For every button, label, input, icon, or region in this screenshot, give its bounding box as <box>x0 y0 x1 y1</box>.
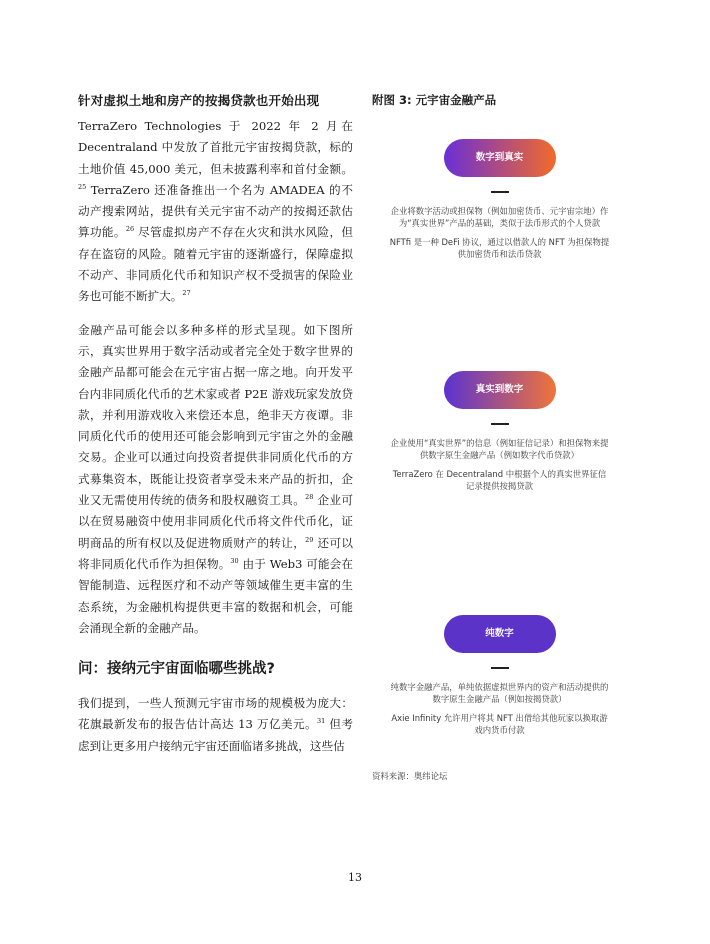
paragraph-financial-products: 金融产品可能会以多种多样的形式呈现。如下图所示，真实世界用于数字活动或者完全处于数字世界的金融产品都可能会在元宇宙占据一席之地。向开发平台内非同质化代币的艺术家或者 P2E 游戏玩家发放贷款，并利用游戏收入来偿还本息，绝非天方夜谭。非同质化代币的使用还可能会影响到元宇宙之外的金融交易。企业可以通过向投资者提供非同质化代币的方式募集资本，既能让投资者享受未来产品的折扣，企业又无需使用传统的债务和股权融资工具。$^{28}$ 企业可以在贸易融资中使用非同质化代币将文件代币化，证明商品的所有权以及促进物质财产的转让，$^{29}$ 还可以将非同质化代币作为担保物。$^{30}$ 由于 Web3 可能会在智能制造、远程医疗和不动产等领域催生更丰富的生态系统，为金融机构提供更丰富的数据和机会，可能会涌现全新的金融产品。 <box>78 322 353 635</box>
footnote-ref: 28 <box>305 493 314 502</box>
block-example: TerraZero 在 Decentraland 中根据个人的真实世界征信记录提供按揭贷款 <box>392 468 607 491</box>
footnote-ref: 31 <box>317 717 326 726</box>
divider <box>491 191 509 193</box>
section-heading: 针对虚拟土地和房产的按揭贷款也开始出现 <box>78 93 320 108</box>
block-description: 纯数字金融产品，单纯依据虚拟世界内的资产和活动提供的数字原生金融产品（例如按揭贷款） <box>390 682 609 705</box>
footnote-ref: 30 <box>230 557 239 566</box>
paragraph-challenges: 我们提到，一些人预测元宇宙市场的规模极为庞大：花旗最新发布的报告估计高达 13 万亿美元。$^{31}$ 但考虑到让更多用户接纳元宇宙还面临诸多挑战，这些估 <box>78 696 354 753</box>
figure-block-pure-digital <box>372 615 627 742</box>
block-description: 企业将数字活动或担保物（例如加密货币、元宇宙宗地）作为“真实世界”产品的基础，类似于法币形式的个人贷款 <box>390 206 609 229</box>
block-description: 企业使用“真实世界”的信息（例如征信记录）和担保物来提供数字原生金融产品（例如数字代币贷款） <box>390 438 609 461</box>
page-number: 13 <box>348 871 362 884</box>
figure-column <box>372 92 627 781</box>
pill-real-to-digital: 真实到数字 <box>444 371 556 409</box>
footnote-ref: 26 <box>125 225 135 234</box>
footnote-ref: 25 <box>78 183 87 192</box>
question-heading: 问：接纳元宇宙面临哪些挑战? <box>78 661 275 678</box>
paragraph-mortgage: TerraZero Technologies 于 2022 年 2 月在 Decentraland 中发放了首批元宇宙按揭贷款，标的土地价值 45,000 美元，但未披露利率和首付金额。$^{25}$ TerraZero 还准备推出一个名为 AMADEA 的不动产搜索网站，提供有关元宇宙不动产的按揭还款估算功能。$^{26}$ 尽管虚拟房产不存在火灾和洪水风险，但存在盗窃的风险。随着元宇宙的逐渐盛行，保障虚拟不动产、非同质化代币和知识产权不受损害的保险业务也可能不断扩大。$^{27}$ <box>78 119 353 304</box>
footnote-ref: 29 <box>305 535 314 544</box>
footnote-ref: 27 <box>182 289 191 298</box>
main-column <box>78 92 353 769</box>
divider <box>491 667 509 669</box>
figure-block-real-to-digital <box>372 371 627 498</box>
figure-title: 附图 3: 元宇宙金融产品 <box>372 93 497 107</box>
pill-pure-digital: 纯数字 <box>444 615 556 653</box>
divider <box>491 423 509 425</box>
block-example: Axie Infinity 允许用户将其 NFT 出借给其他玩家以换取游戏内货币付款 <box>391 712 608 735</box>
figure-block-digital-to-real <box>372 139 627 266</box>
pill-digital-to-real: 数字到真实 <box>444 139 556 177</box>
figure-source: 资料来源：奥纬论坛 <box>372 771 448 781</box>
block-example: NFTfi 是一种 DeFi 协议，通过以借款人的 NFT 为担保物提供加密货币和法币贷款 <box>389 236 610 259</box>
